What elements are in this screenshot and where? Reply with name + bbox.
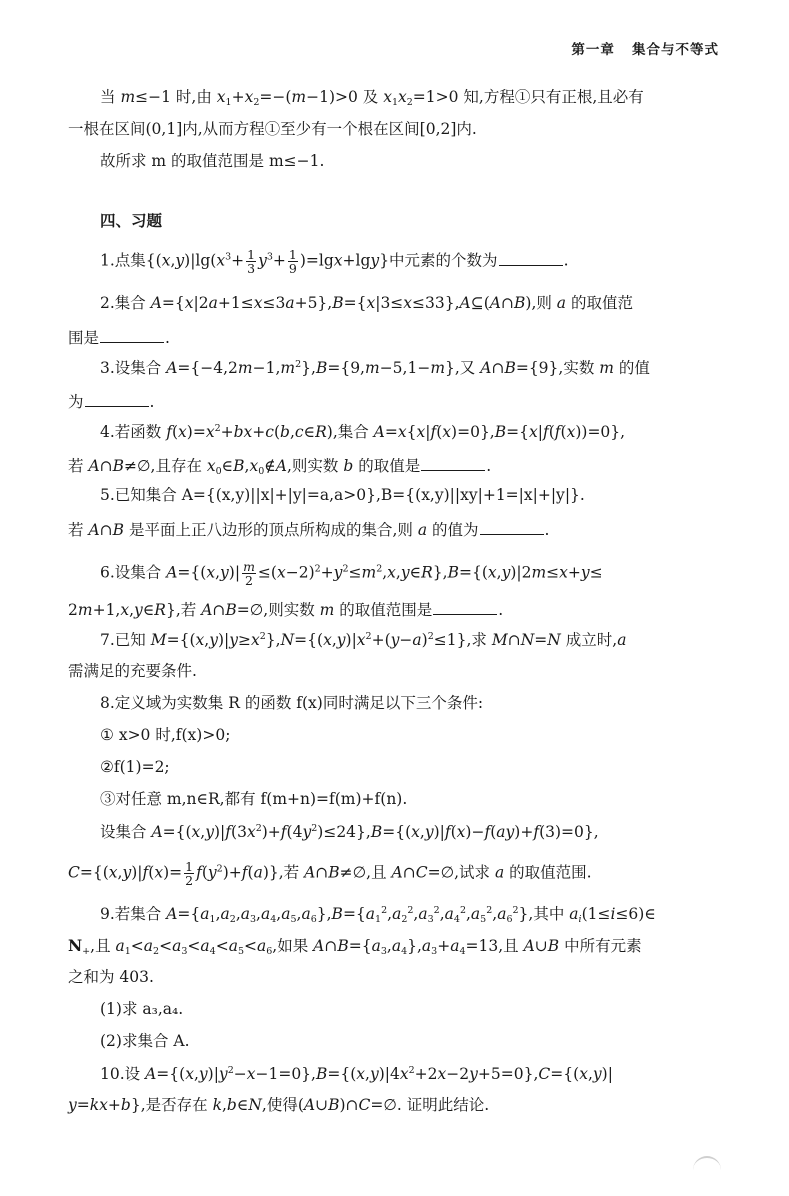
exercise-7: 7.已知 $M=\{(x,y)|y\ge x^2\},N=\{(x,y)|x^2+(y-a)^2\le 1\}$,求 M∩N=N 成立时,a — [100, 631, 627, 649]
exercise-2: 2.集合 A={x|2a+1≤x≤3a+5},B={x|3≤x≤33},A⊆(A∩B),则 a 的取值范 — [100, 294, 633, 312]
page-curl-mark — [693, 1156, 721, 1174]
exercise-4-cont: 若 A∩B≠∅,且存在 $x_0\in B,x_0\notin A$,则实数 b 的取值是 . — [68, 457, 492, 477]
solution-line-2: 一根在区间(0,1]内,从而方程①至少有一个根在区间[0,2]内. — [68, 120, 477, 138]
exercise-7-cont: 需满足的充要条件. — [68, 662, 197, 680]
exercise-8-condition-1: ① x>0 时,f(x)>0; — [100, 726, 231, 744]
exercise-8-condition-3: ③对任意 m,n∈R,都有 f(m+n)=f(m)+f(n). — [100, 790, 408, 808]
exercise-10: 10.设 $A=\{(x,y)|y^2-x-1=0\},B=\{(x,y)|4x^2+2x-2y+5=0\},C=\{(x,y)|$ — [100, 1065, 613, 1083]
solution-line-1: 当 m≤−1 时,由 $x_1+x_2=-(m-1)>0$ 及 $x_1x_2=1>0$ 知,方程①只有正根,且必有 — [100, 88, 644, 108]
chapter-title: 集合与不等式 — [632, 42, 719, 58]
answer-blank[interactable] — [421, 456, 485, 471]
exercise-3-cont: 为 . — [68, 393, 155, 411]
exercise-1: 1.点集{$(x,y)|\lg(x^3+$ $\frac{1}{3}$ $y^3+$ $\frac{1}{9}$ )=lgx+lgy}中元素的个数为 . — [100, 247, 569, 277]
exercise-5: 5.已知集合 A={(x,y)||x|+|y|=a,a>0},B={(x,y)||xy|+1=|x|+|y|}. — [100, 486, 585, 504]
section-title: 四、习题 — [100, 212, 163, 230]
exercise-8-condition-2: ②f(1)=2; — [100, 758, 170, 776]
exercise-6-cont: 2m+1,x,y∈R},若 A∩B=∅,则实数 m 的取值范围是 . — [68, 601, 504, 619]
exercise-9-part-1: (1)求 a₃,a₄. — [100, 1000, 184, 1018]
exercise-9: 9.若集合 $A=\{a_1,a_2,a_3,a_4,a_5,a_6\},B=\{a_1^2,a_2^2,a_3^2,a_4^2,a_5^2,a_6^2\}$,其中 $a_i(1\le i\le 6)\in$ — [100, 905, 656, 925]
answer-blank[interactable] — [85, 392, 149, 407]
exercise-10-cont: y=kx+b},是否存在 k,b∈N,使得(A∪B)∩C=∅. 证明此结论. — [68, 1096, 490, 1114]
exercise-2-cont: 围是 . — [68, 329, 170, 347]
chapter-number: 第一章 — [571, 42, 615, 58]
answer-blank[interactable] — [433, 600, 497, 615]
exercise-9-cont: $N_+$,且 $a_1<a_2<a_3<a_4<a_5<a_6$,如果 $A\cap B=\{a_3,a_4\},a_3+a_4=13$,且 A∪B 中所有元素 — [68, 936, 642, 957]
answer-blank[interactable] — [480, 520, 544, 535]
exercise-4: 4.若函数 $f(x)=x^2+bx+c(b,c\in R)$,集合 A=x{x|f(x)=0},B={x|f(f(x))=0}, — [100, 423, 626, 441]
solution-conclusion: 故所求 m 的取值范围是 m≤−1. — [100, 152, 325, 170]
exercise-8-question: C={(x,y)|f(x)= $\frac{1}{2}$ $f(y^2)+f(a)$},若 A∩B≠∅,且 A∩C=∅,试求 a 的取值范围. — [68, 859, 592, 889]
exercise-8: 8.定义域为实数集 R 的函数 f(x)同时满足以下三个条件: — [100, 694, 484, 712]
exercise-9-part-2: (2)求集合 A. — [100, 1032, 190, 1050]
answer-blank[interactable] — [499, 251, 563, 266]
answer-blank[interactable] — [100, 328, 164, 343]
exercise-5-cont: 若 A∩B 是平面上正八边形的顶点所构成的集合,则 a 的值为 . — [68, 521, 550, 539]
running-header — [571, 38, 719, 58]
exercise-9-sum: 之和为 403. — [68, 968, 154, 986]
exercise-8-sets: 设集合 $A=\{(x,y)|f(3x^2)+f(4y^2)\le 24\},B=\{(x,y)|f(x)-f(ay)+f(3)=0\}$, — [100, 823, 599, 841]
exercise-6: 6.设集合 A={(x,y)| $\frac{m}{2}$ $\le(x-2)^2+y^2\le m^2,x,y\in R\},B=\{(x,y)|2m\le x+y\le$ — [100, 559, 603, 589]
exercise-3: 3.设集合 $A=\{-4,2m-1,m^2\},B=\{9,m-5,1-m\}$,又 A∩B={9},实数 m 的值 — [100, 359, 650, 377]
